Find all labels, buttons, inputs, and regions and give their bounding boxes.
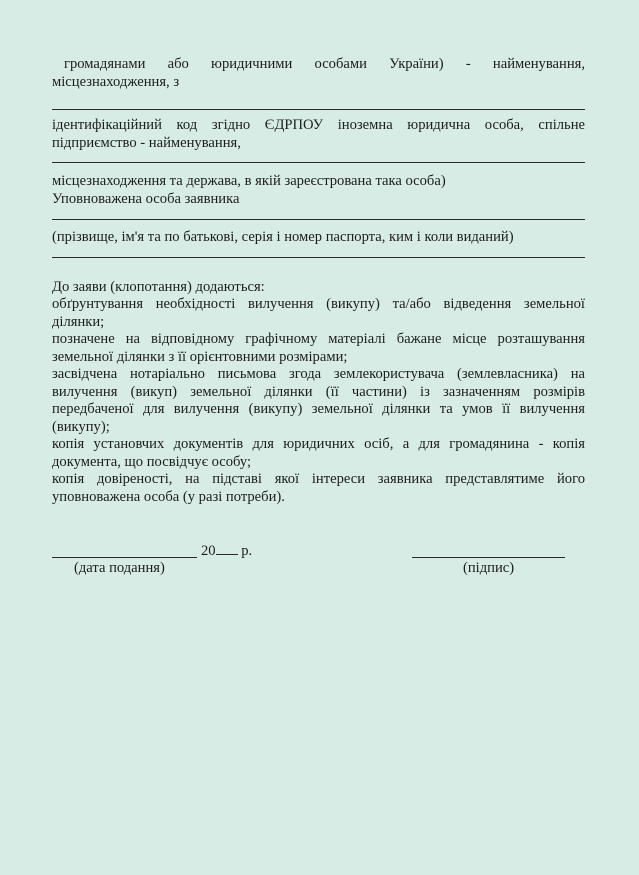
fill-line-4 bbox=[52, 257, 585, 258]
intro-line-1: громадянами або юридичними особами України) - найменування, місцезнаходження, з bbox=[52, 56, 585, 90]
intro-line-3: місцезнаходження та держава, в якій зареєстрована така особа) bbox=[52, 173, 446, 189]
signature-line bbox=[412, 557, 565, 558]
document-body bbox=[52, 56, 585, 506]
attachments-heading: До заяви (клопотання) додаються: bbox=[52, 278, 265, 295]
attachment-item: копія довіреності, на підставі якої інтереси заявника представлятиме його уповноважена особа (у разі потреби). bbox=[52, 471, 585, 505]
date-line bbox=[52, 557, 197, 558]
date-caption: (дата подання) bbox=[74, 560, 165, 576]
year-suffix: р. bbox=[241, 543, 253, 559]
attachment-item: засвідчена нотаріально письмова згода землекористувача (землевласника) на вилучення (викуп) земельної ділянки (її частини) із зазначенням розмірів передбаченої для вилучення (викупу) земельної ділянки та умов її вилучення (викупу); bbox=[52, 366, 585, 435]
intro-line-2: ідентифікаційний код згідно ЄДРПОУ іноземна юридична особа, спільне підприємство - найменування, bbox=[52, 117, 585, 151]
fill-line-3 bbox=[52, 219, 585, 220]
year-prefix: 20 bbox=[201, 543, 216, 559]
fill-line-1 bbox=[52, 109, 585, 110]
authorized-person-label: Уповноважена особа заявника bbox=[52, 190, 240, 207]
signature-caption: (підпис) bbox=[463, 560, 515, 576]
attachment-item: обґрунтування необхідності вилучення (викупу) та/або відведення земельної ділянки; bbox=[52, 296, 585, 330]
attachment-item: позначене на відповідному графічному матеріалі бажане місце розташування земельної ділянки з її орієнтовними розмірами; bbox=[52, 331, 585, 365]
fill-line-2 bbox=[52, 162, 585, 163]
signature-block bbox=[52, 540, 585, 580]
authorized-person-hint: (прізвище, ім'я та по батькові, серія і номер паспорта, ким і коли виданий) bbox=[52, 229, 514, 245]
attachment-item: копія установчих документів для юридичних осіб, а для громадянина - копія документа, що посвідчує особу; bbox=[52, 436, 585, 470]
year-blank bbox=[216, 542, 238, 555]
year-field bbox=[201, 542, 252, 561]
